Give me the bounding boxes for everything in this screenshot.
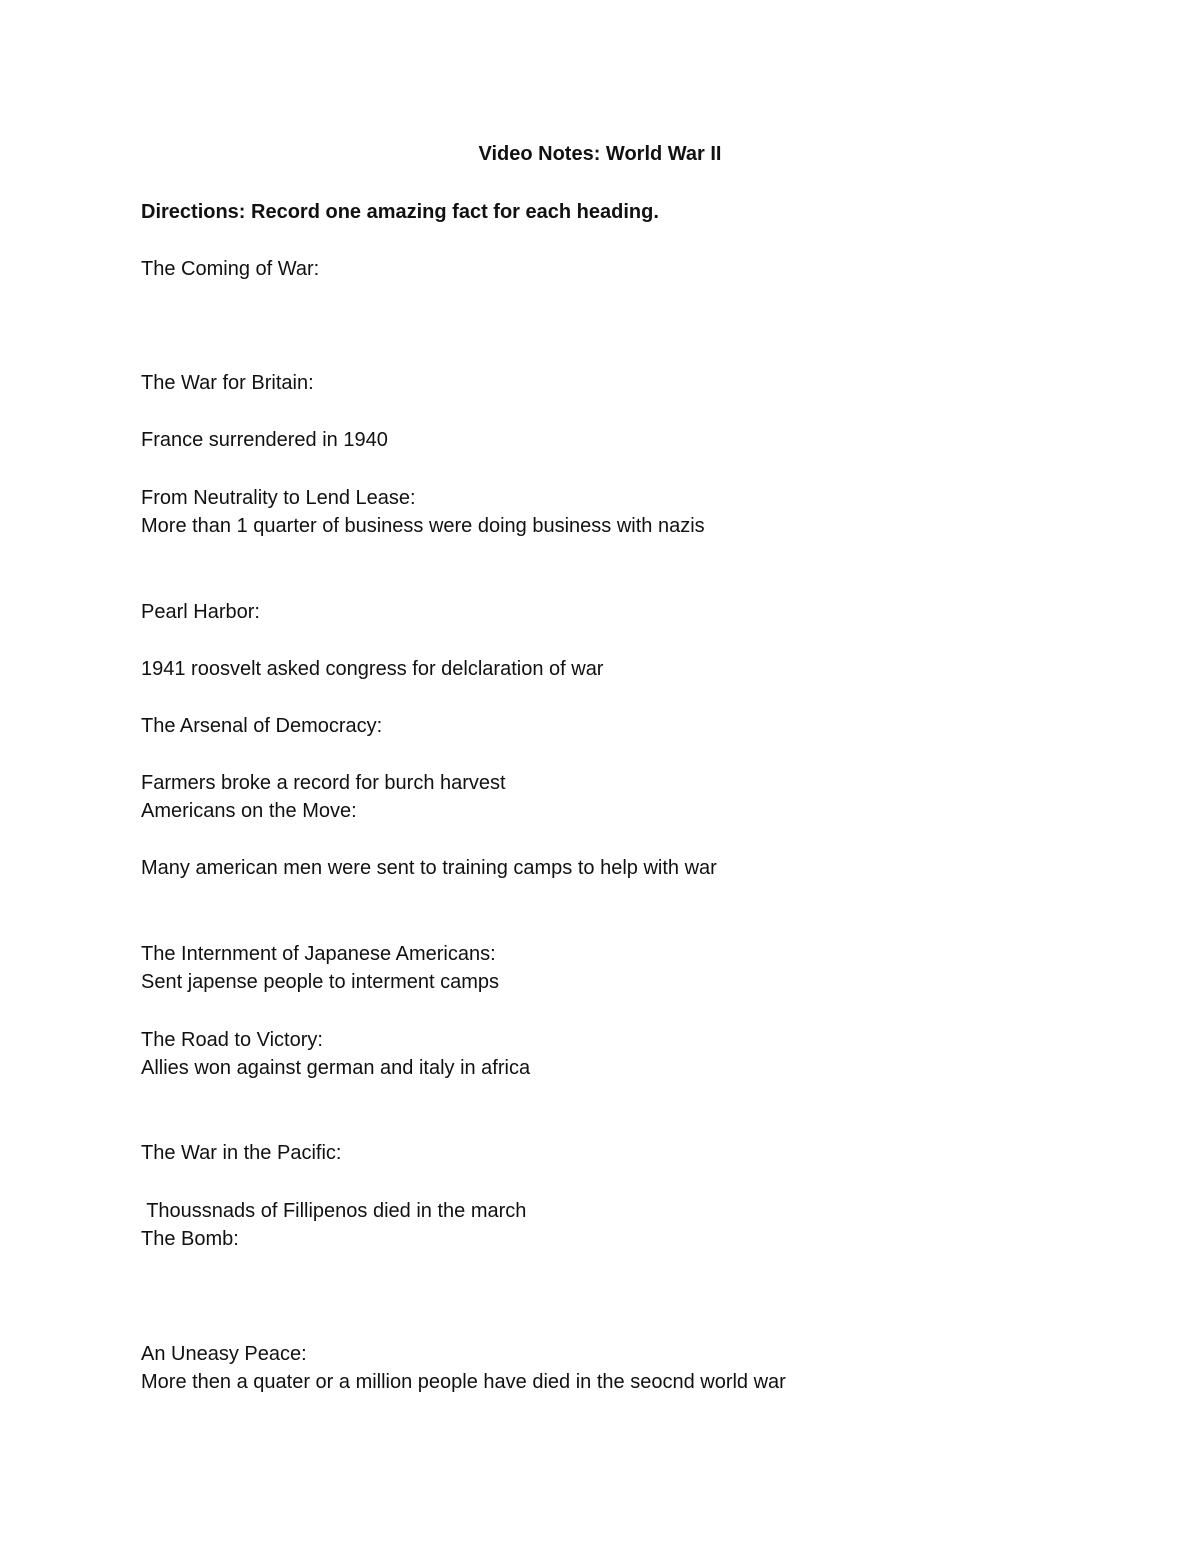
heading-internment: The Internment of Japanese Americans: (141, 943, 496, 965)
note-pearl-harbor: 1941 roosvelt asked congress for delclaration of war (141, 658, 604, 680)
note-neutrality-lend-lease: More than 1 quarter of business were doing business with nazis (141, 515, 705, 537)
heading-neutrality-lend-lease: From Neutrality to Lend Lease: (141, 487, 416, 509)
heading-uneasy-peace: An Uneasy Peace: (141, 1343, 307, 1365)
heading-coming-of-war: The Coming of War: (141, 258, 320, 280)
note-uneasy-peace: More then a quater or a million people have died in the seocnd world war (141, 1371, 786, 1393)
note-americans-on-move: Many american men were sent to training camps to help with war (141, 857, 717, 879)
note-road-to-victory: Allies won against german and italy in africa (141, 1057, 531, 1079)
note-internment: Sent japense people to interment camps (141, 971, 499, 993)
heading-war-in-pacific: The War in the Pacific: (141, 1142, 342, 1164)
heading-arsenal-of-democracy: The Arsenal of Democracy: (141, 715, 383, 737)
directions-text: Directions: Record one amazing fact for each heading. (141, 201, 659, 223)
heading-war-for-britain: The War for Britain: (141, 372, 314, 394)
heading-road-to-victory: The Road to Victory: (141, 1029, 323, 1051)
note-war-in-pacific: Thoussnads of Fillipenos died in the march (141, 1200, 527, 1222)
note-arsenal-of-democracy: Farmers broke a record for burch harvest (141, 772, 506, 794)
note-war-for-britain: France surrendered in 1940 (141, 429, 388, 451)
heading-americans-on-move: Americans on the Move: (141, 800, 357, 822)
heading-pearl-harbor: Pearl Harbor: (141, 601, 260, 623)
heading-the-bomb: The Bomb: (141, 1228, 239, 1250)
document-title: Video Notes: World War II (478, 143, 722, 165)
